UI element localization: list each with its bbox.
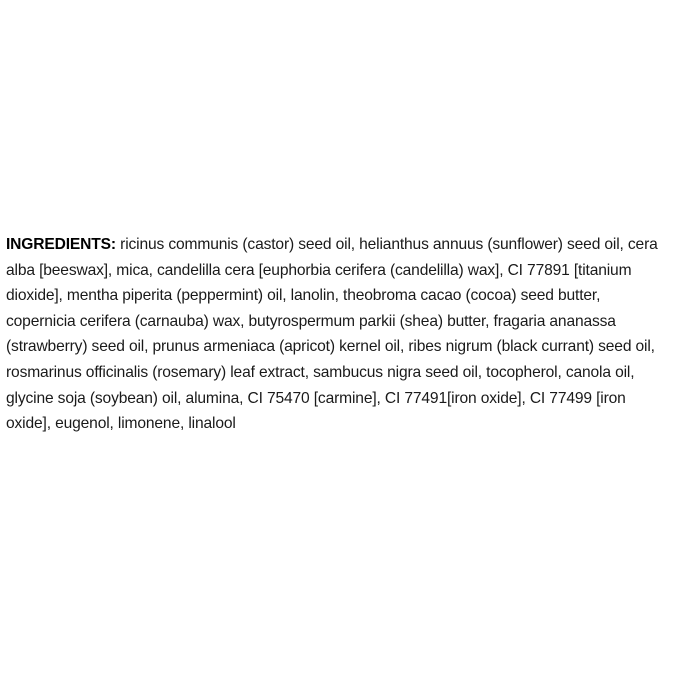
ingredients-heading: INGREDIENTS: [6, 236, 116, 253]
ingredients-paragraph [6, 232, 673, 437]
ingredients-section [0, 232, 679, 437]
ingredients-body: ricinus communis (castor) seed oil, helianthus annuus (sunflower) seed oil, cera alba [beeswax], mica, candelilla cera [euphorbia cerifera (candelilla) wax], CI 77891 [titanium dioxide], mentha piperita (peppermint) oil, lanolin, theobroma cacao (cocoa) seed butter, copernicia cerifera (carnauba) wax, butyrospermum parkii (shea) butter, fragaria ananassa (strawberry) seed oil, prunus armeniaca (apricot) kernel oil, ribes nigrum (black currant) seed oil, rosmarinus officinalis (rosemary) leaf extract, sambucus nigra seed oil, tocopherol, canola oil, glycine soja (soybean) oil, alumina, CI 75470 [carmine], CI 77491[iron oxide], CI 77499 [iron oxide], eugenol, limonene, linalool [6, 236, 658, 433]
